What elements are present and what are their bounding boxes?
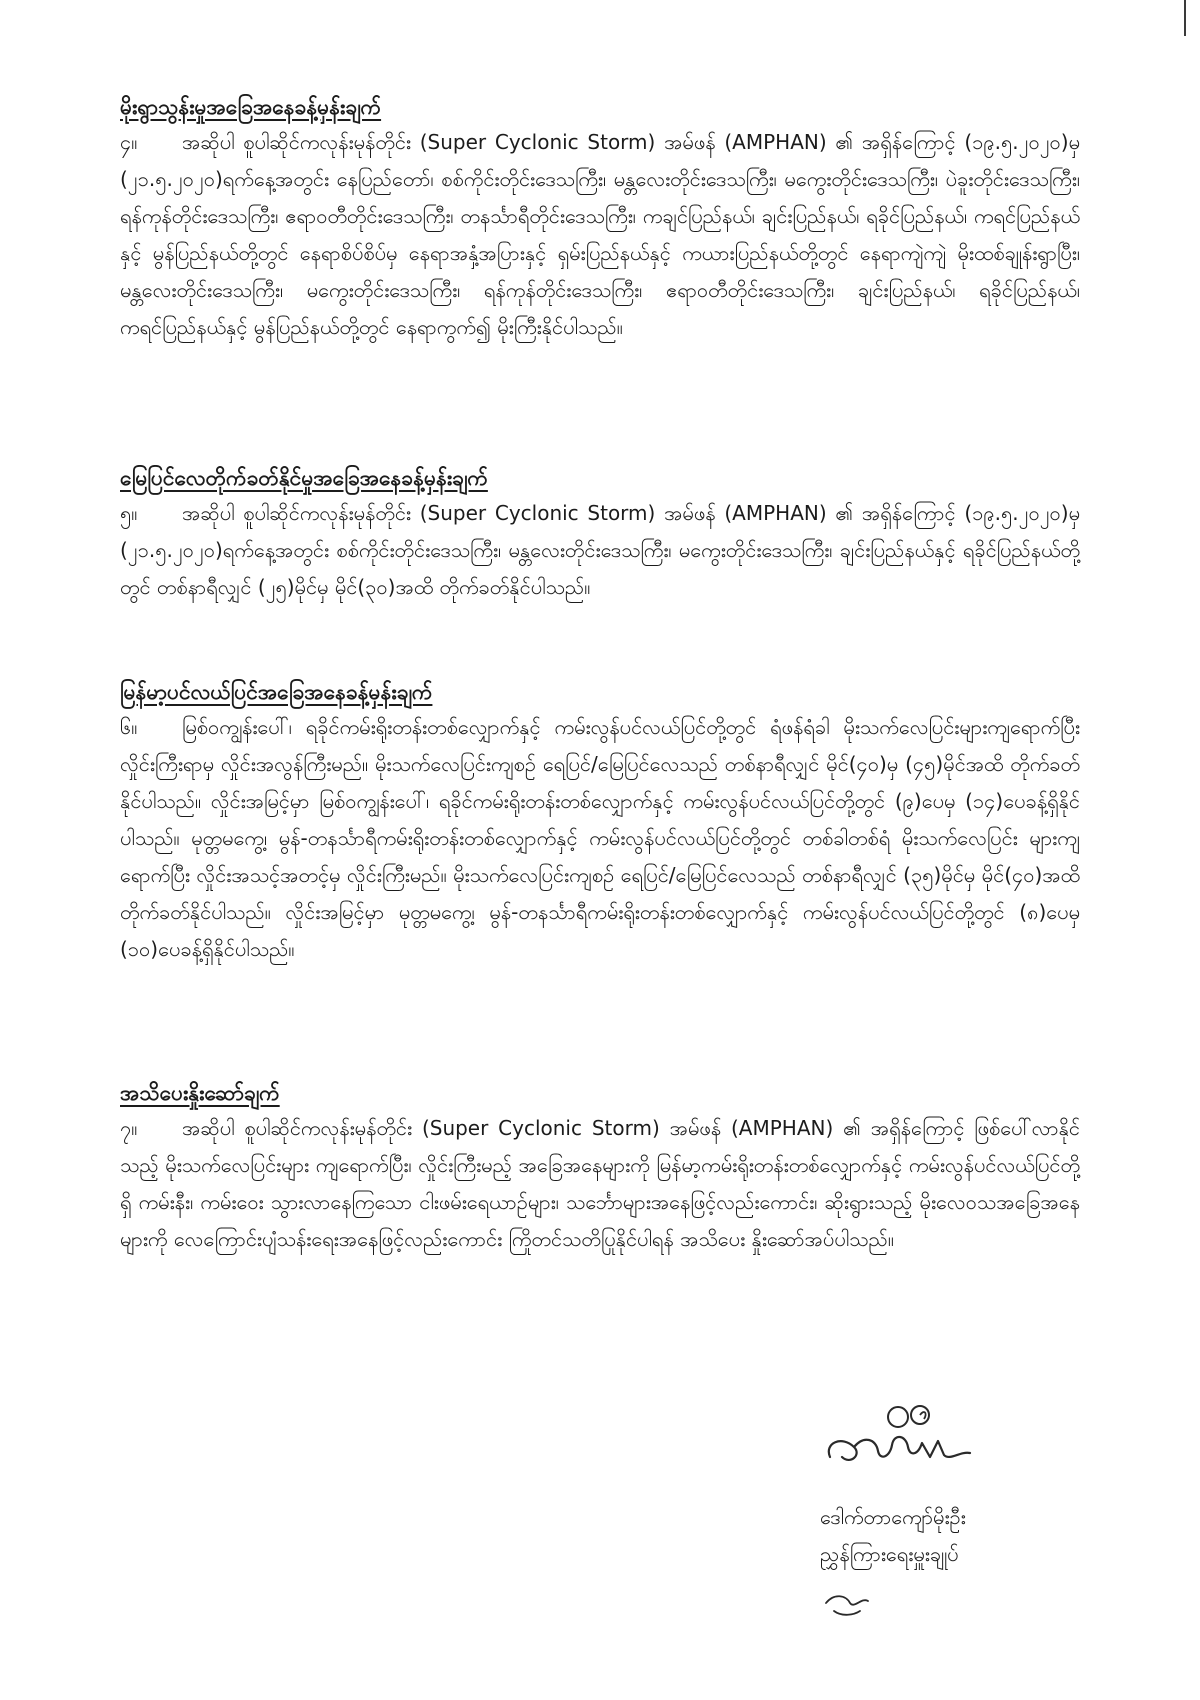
section-heading: အသိပေးနှိုးဆော်ချက် [120, 1081, 280, 1105]
paragraph-text: မြစ်ဝကျွန်းပေါ်၊ ရခိုင်ကမ်းရိုးတန်းတစ်လျှောက်နှင့် ကမ်းလွန်ပင်လယ်ပြင်တို့တွင် ရံဖန်ရံခါ မိုးသက်လေပြင်းများကျရောက်ပြီး လှိုင်းကြီးရာမှ လှိုင်းအလွန်ကြီးမည်။ မိုးသက်လေပြင်းကျစဉ် ရေပြင်/မြေပြင်လေသည် တစ်နာရီလျှင် မိုင်(၄၀)မှ (၄၅)မိုင်အထိ တိုက်ခတ်နိုင်ပါသည်။ လှိုင်းအမြင့်မှာ မြစ်ဝကျွန်းပေါ်၊ ရခိုင်ကမ်းရိုးတန်းတစ်လျှောက်နှင့် ကမ်းလွန်ပင်လယ်ပြင်တို့တွင် (၉)ပေမှ (၁၄)ပေခန့်ရှိနိုင်ပါသည်။ မုတ္တမကွေ့၊ မွန်-တနင်္သာရီကမ်းရိုးတန်းတစ်လျှောက်နှင့် ကမ်းလွန်ပင်လယ်ပြင်တို့တွင် တစ်ခါတစ်ရံ မိုးသက်လေပြင်း များကျရောက်ပြီး လှိုင်းအသင့်အတင့်မှ လှိုင်းကြီးမည်။ မိုးသက်လေပြင်းကျစဉ် ရေပြင်/မြေပြင်လေသည် တစ်နာရီလျှင် (၃၅)မိုင်မှ မိုင်(၄၀)အထိ တိုက်ခတ်နိုင်ပါသည်။ လှိုင်းအမြင့်မှာ မုတ္တမကွေ့၊ မွန်-တနင်္သာရီကမ်းရိုးတန်းတစ်လျှောက်နှင့် ကမ်းလွန်ပင်လယ်ပြင်တို့တွင် (၈)ပေမှ (၁၀)ပေခန့်ရှိနိုင်ပါသည်။ [120, 715, 1080, 961]
section-heading: မိုးရွာသွန်းမှုအခြေအနေခန့်မှန်းချက် [120, 95, 382, 119]
section-sea-forecast [120, 677, 1080, 968]
handwritten-initial [820, 1585, 880, 1619]
section-warning-notice [120, 1078, 1080, 1258]
handwritten-signature [820, 1395, 990, 1485]
paragraph-number: ၆။ [120, 715, 138, 739]
paragraph-text: အဆိုပါ စူပါဆိုင်ကလုန်းမုန်တိုင်း (Super Cyclonic Storm) အမ်ဖန် (AMPHAN) ၏ အရှိန်ကြောင့် ဖြစ်ပေါ်လာနိုင်သည့် မိုးသက်လေပြင်းများ ကျရောက်ပြီး၊ လှိုင်းကြီးမည့် အခြေအနေများကို မြန်မာ့ကမ်းရိုးတန်းတစ်လျှောက်နှင့် ကမ်းလွန်ပင်လယ်ပြင်တို့ရှိ ကမ်းနီး၊ ကမ်းဝေး သွားလာနေကြသော ငါးဖမ်းရေယာဉ်များ၊ သင်္ဘောများအနေဖြင့်လည်းကောင်း၊ ဆိုးရွားသည့် မိုးလေဝသအခြေအနေများကို လေကြောင်းပျံသန်းရေးအနေဖြင့်လည်းကောင်း ကြိုတင်သတိပြုနိုင်ပါရန် အသိပေး နှိုးဆော်အပ်ပါသည်။ [120, 1116, 1080, 1251]
paragraph-text: အဆိုပါ စူပါဆိုင်ကလုန်းမုန်တိုင်း (Super Cyclonic Storm) အမ်ဖန် (AMPHAN) ၏ အရှိန်ကြောင့် (၁၉.၅.၂၀၂၀)မှ (၂၁.၅.၂၀၂၀)ရက်နေ့အတွင်း စစ်ကိုင်းတိုင်းဒေသကြီး၊ မန္တလေးတိုင်းဒေသကြီး၊ မကွေးတိုင်းဒေသကြီး၊ ချင်းပြည်နယ်နှင့် ရခိုင်ပြည်နယ်တို့တွင် တစ်နာရီလျှင် (၂၅)မိုင်မှ မိုင်(၃၀)အထိ တိုက်ခတ်နိုင်ပါသည်။ [120, 501, 1080, 599]
scan-edge-mark [1184, 0, 1186, 36]
section-paragraph [120, 1110, 1080, 1258]
paragraph-number: ၅။ [120, 501, 138, 525]
section-heading: မြေပြင်လေတိုက်ခတ်နိုင်မှုအခြေအနေခန့်မှန်းချက် [120, 466, 488, 490]
signatory-name: ဒေါက်တာကျော်မိုးဦး [820, 1505, 966, 1529]
section-rainfall-forecast [120, 92, 1080, 346]
paragraph-number: ၇။ [120, 1116, 138, 1140]
paragraph-number: ၄။ [120, 130, 138, 154]
paragraph-text: အဆိုပါ စူပါဆိုင်ကလုန်းမုန်တိုင်း (Super Cyclonic Storm) အမ်ဖန် (AMPHAN) ၏ အရှိန်ကြောင့် (၁၉.၅.၂၀၂၀)မှ (၂၁.၅.၂၀၂၀)ရက်နေ့အတွင်း နေပြည်တော်၊ စစ်ကိုင်းတိုင်းဒေသကြီး၊ မန္တလေးတိုင်းဒေသကြီး၊ မကွေးတိုင်းဒေသကြီး၊ ပဲခူးတိုင်းဒေသကြီး၊ ရန်ကုန်တိုင်းဒေသကြီး၊ ဧရာဝတီတိုင်းဒေသကြီး၊ တနင်္သာရီတိုင်းဒေသကြီး၊ ကချင်ပြည်နယ်၊ ချင်းပြည်နယ်၊ ရခိုင်ပြည်နယ်၊ ကရင်ပြည်နယ်နှင့် မွန်ပြည်နယ်တို့တွင် နေရာစိပ်စိပ်မှ နေရာအနှံ့အပြားနှင့် ရှမ်းပြည်နယ်နှင့် ကယားပြည်နယ်တို့တွင် နေရာကျဲကျဲ မိုးထစ်ချုန်းရွာပြီး၊ မန္တလေးတိုင်းဒေသကြီး၊ မကွေးတိုင်းဒေသကြီး၊ ရန်ကုန်တိုင်းဒေသကြီး၊ ဧရာဝတီတိုင်းဒေသကြီး၊ ချင်းပြည်နယ်၊ ရခိုင်ပြည်နယ်၊ ကရင်ပြည်နယ်နှင့် မွန်ပြည်နယ်တို့တွင် နေရာကွက်၍ မိုးကြီးနိုင်ပါသည်။ [120, 130, 1080, 339]
signatory-title: ညွှန်ကြားရေးမှူးချုပ် [820, 1542, 959, 1566]
section-wind-forecast [120, 463, 1080, 606]
section-paragraph [120, 709, 1080, 968]
section-paragraph [120, 124, 1080, 346]
section-heading: မြန်မာ့ပင်လယ်ပြင်အခြေအနေခန့်မှန်းချက် [120, 680, 433, 704]
section-paragraph [120, 495, 1080, 606]
